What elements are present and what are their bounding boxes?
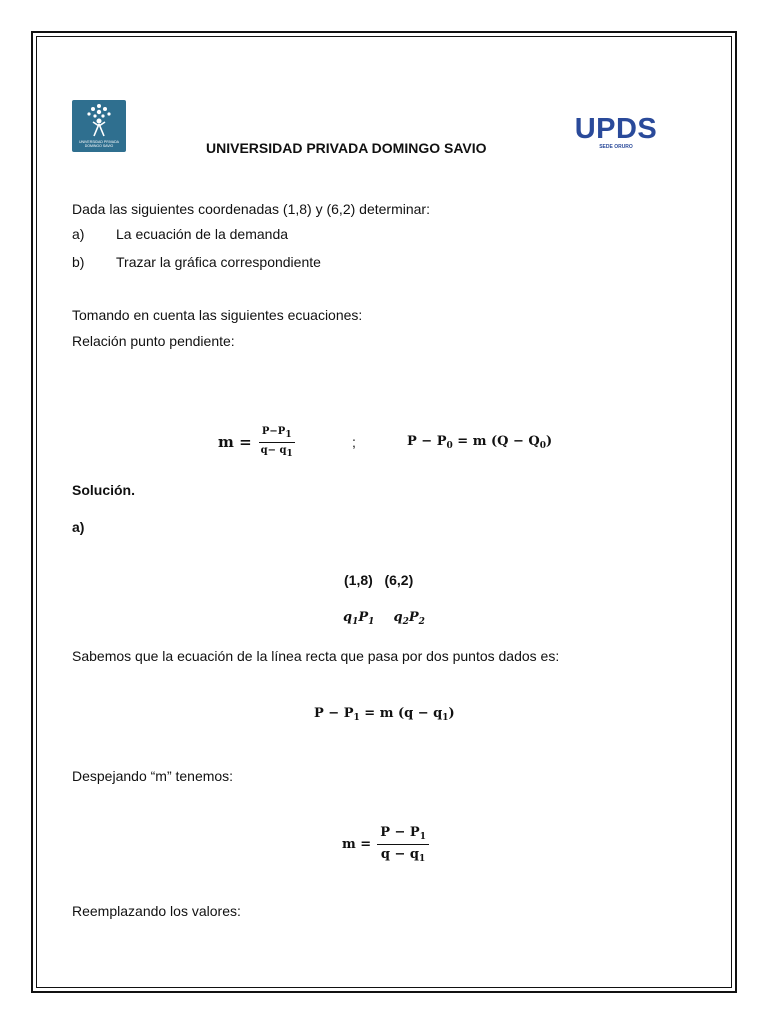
problem-item-a-marker: a) [72,226,85,242]
point-slope-label: Relación punto pendiente: [72,333,235,349]
upds-logo-subtitle: SEDE ORURO [599,144,633,150]
solve-for-m-text: Despejando “m” tenemos: [72,768,234,784]
given-points: (1,8) (6,2) [344,572,414,588]
solution-heading: Solución. [72,482,135,498]
slope-formula: m = $\frac{P-P_1}{q- q_1}$ [218,425,293,459]
equations-intro: Tomando en cuenta las siguientes ecuaciones: [72,307,363,323]
upds-logo [570,114,662,154]
problem-intro: Dada las siguientes coordenadas (1,8) y (6,2) determinar: [72,201,430,217]
line-equation: $P - P_1 = m$ $(q - q_1)$ [314,706,455,723]
substitute-values-text: Reemplazando los valores: [72,903,241,919]
line-equation-intro: Sabemos que la ecuación de la línea recta que pasa por dos puntos dados es: [72,648,560,664]
university-logo-caption: UNIVERSIDAD PRIVADA DOMINGO SAVIO [79,140,119,148]
point-slope-formula: $P - P_0 = m$ $(Q - Q_0)$ [407,434,553,451]
problem-item-b-marker: b) [72,254,85,270]
problem-item-a-text: La ecuación de la demanda [116,226,289,242]
problem-item-b-text: Trazar la gráfica correspondiente [116,254,321,270]
solution-part-a: a) [72,519,85,535]
university-logo [72,100,126,152]
slope-equation: m = $\frac{P - P_1}{q - q_1}$ [342,822,429,866]
point-labels: $q_1P_1$ $q_2P_2$ [343,610,425,627]
page-title: UNIVERSIDAD PRIVADA DOMINGO SAVIO [206,140,487,156]
formula-separator: ; [352,434,356,450]
university-emblem-icon [72,100,126,140]
upds-logo-text: UPDS [574,113,658,145]
